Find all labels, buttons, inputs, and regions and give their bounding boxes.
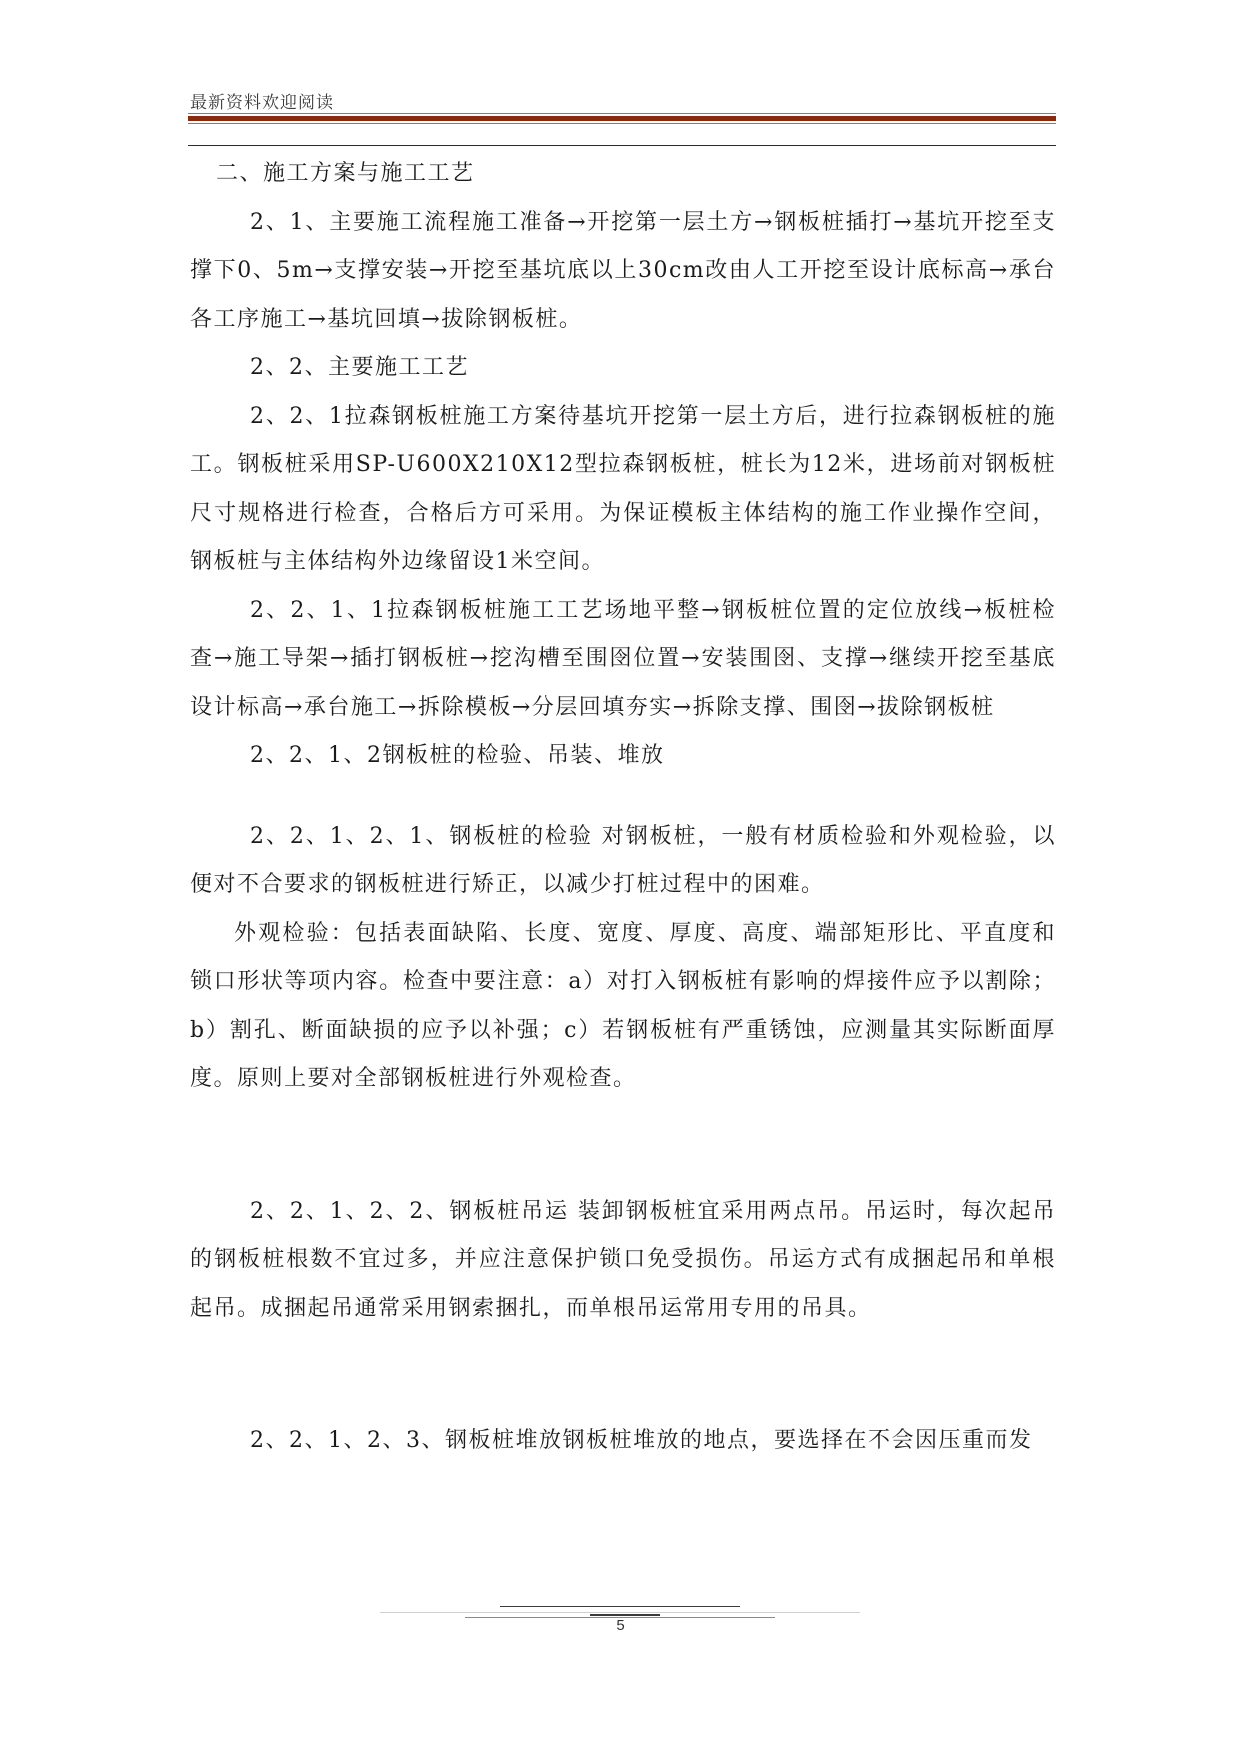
footer-rule xyxy=(590,1614,660,1616)
paragraph-sheet-pile-plan: 2、2、1拉森钢板桩施工方案待基坑开挖第一层土方后，进行拉森钢板桩的施工。钢板桩采用SP-U600X210X12型拉森钢板桩，桩长为12米，进场前对钢板桩尺寸规格进行检查，合格后方可采用。为保证模板主体结构的施工作业操作空间，钢板桩与主体结构外边缘留设1米空间。 xyxy=(190,403,1056,574)
paragraph-construction-flow: 2、1、主要施工流程施工准备→开挖第一层土方→钢板桩插打→基坑开挖至支撑下0、5m→支撑安装→开挖至基坑底以上30cm改由人工开挖至设计底标高→承台各工序施工→基坑回填→拔除钢板桩。 xyxy=(190,209,1056,332)
subsection-heading: 2、2、主要施工工艺 xyxy=(250,355,469,380)
page-number: 5 xyxy=(616,1617,625,1634)
paragraph-stacking: 2、2、1、2、3、钢板桩堆放钢板桩堆放的地点，要选择在不会因压重而发 xyxy=(250,1428,1033,1453)
header-rule-thin xyxy=(188,123,1056,124)
header-rule-thin-top xyxy=(188,113,1056,114)
spacer xyxy=(190,781,1056,813)
paragraph-inspection: 2、2、1、2、1、钢板桩的检验 对钢板桩，一般有材质检验和外观检验，以便对不合要求的钢板桩进行矫正，以减少打桩过程中的困难。 xyxy=(190,823,1056,897)
paragraph-lifting: 2、2、1、2、2、钢板桩吊运 装卸钢板桩宜采用两点吊。吊运时，每次起吊的钢板桩根数不宜过多，并应注意保护锁口免受损伤。吊运方式有成捆起吊和单根起吊。成捆起吊通常采用钢索捆扎，而单根吊运常用专用的吊具。 xyxy=(190,1198,1056,1321)
paragraph-sheet-pile-process: 2、2、1、1拉森钢板桩施工工艺场地平整→钢板桩位置的定位放线→板桩检查→施工导架→插打钢板桩→挖沟槽至围囹位置→安装围囹、支撑→继续开挖至基底设计标高→承台施工→拆除模板→分层回填夯实→拆除支撑、围囹→拔除钢板桩 xyxy=(190,597,1056,720)
paragraph-visual-inspection: 外观检验：包括表面缺陷、长度、宽度、厚度、高度、端部矩形比、平直度和锁口形状等项内容。检查中要注意：a）对打入钢板桩有影响的焊接件应予以割除；b）割孔、断面缺损的应予以补强；c）若钢板桩有严重锈蚀，应测量其实际断面厚度。原则上要对全部钢板桩进行外观检查。 xyxy=(190,920,1056,1091)
document-body xyxy=(190,150,1056,1466)
footer-rule xyxy=(500,1606,740,1607)
section-heading: 二、施工方案与施工工艺 xyxy=(216,161,475,186)
header-rule-black xyxy=(188,145,1056,146)
header-text: 最新资料欢迎阅读 xyxy=(190,93,334,113)
paragraph-inspection-heading: 2、2、1、2钢板桩的检验、吊装、堆放 xyxy=(250,743,665,768)
spacer xyxy=(190,1104,1056,1188)
footer-rule xyxy=(380,1612,860,1613)
header-rule-thick xyxy=(188,116,1056,121)
spacer xyxy=(190,1333,1056,1417)
